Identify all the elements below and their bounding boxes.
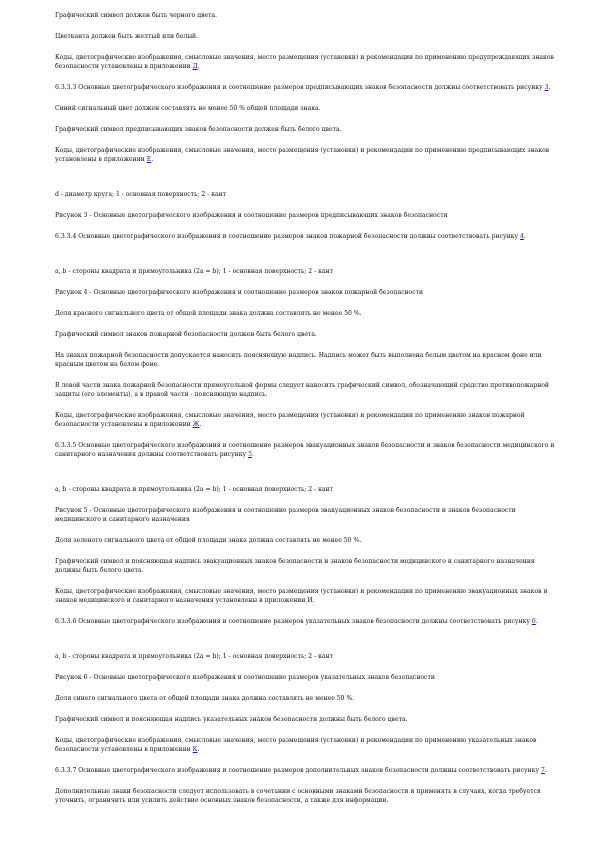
paragraph: Дополнительные знаки безопасности следует использовать в сочетании с основными знаками безопасности и применять в случаях, когда требуется уточнить, ограничить или усилить действие основных знаков безопасности, а также для информации.	[55, 788, 541, 804]
paragraph: Графический символ знаков пожарной безопасности должен быть белого цвета.	[55, 331, 317, 338]
paragraph: Коды, цветографические изображения, смысловые значения, место размещения (установки) и рекомендации по применению предупреждающих знаков безопасности установлены в приложении Д.	[55, 54, 554, 70]
figure-caption-4: Рисунок 4 - Основные цветографического изображения и соотношение размеров знаков пожарной безопасности	[55, 289, 424, 296]
paragraph: Коды, цветографические изображения, смысловые значения, место размещения (установки) и рекомендации по применению указательных знаков безопасности установлены в приложении К.	[55, 737, 537, 753]
section-6-3-3-4: 6.3.3.4 Основные цветографического изображения и соотношение размеров знаков пожарной безопасности должны соответствовать рисунку 4.	[55, 233, 526, 240]
paragraph: Графический символ предписывающих знаков безопасности должен быть белого цвета.	[55, 126, 342, 133]
figure-link-5[interactable]: 5	[248, 451, 252, 458]
figure-caption-6: Рисунок 6 - Основные цветографического изображения и соотношение размеров указательных знаков безопасности	[55, 674, 435, 681]
document-body	[55, 11, 555, 817]
appendix-link-d[interactable]: Д	[192, 63, 198, 70]
paragraph: Графический символ и поясняющая надпись указательных знаков безопасности должны быть белого цвета.	[55, 716, 408, 723]
paragraph: Доля красного сигнального цвета от общей площади знака должна составлять не менее 50 %.	[55, 310, 362, 317]
section-6-3-3-7: 6.3.3.7 Основные цветографического изображения и соотношение размеров дополнительных знаков безопасности должны соответствовать рисунку 7.	[55, 767, 547, 774]
paragraph: Коды, цветографические изображения, смысловые значения, место размещения (установки) и рекомендации по применению знаков пожарной безопасности установлены в приложении Ж.	[55, 412, 525, 428]
appendix-link-k[interactable]: К	[192, 746, 198, 753]
figure-caption-3: Рисунок 3 - Основные цветографического изображения и соотношение размеров предписывающих знаков безопасности	[55, 212, 448, 219]
figure-link-4[interactable]: 4	[520, 233, 524, 240]
paragraph: Коды, цветографические изображения, смысловые значения, место размещения (установки) и рекомендации по применению эвакуационных знаков и знаков медицинского и санитарного назначения установлены в приложении И.	[55, 588, 548, 604]
appendix-link-e[interactable]: Е	[146, 156, 152, 163]
figure-legend: d - диаметр круга; 1 - основная поверхность; 2 - кант	[55, 191, 227, 198]
section-6-3-3-6: 6.3.3.6 Основные цветографического изображения и соотношение размеров указательных знаков безопасности должны соответствовать рисунку 6.	[55, 618, 538, 625]
figure-link-3[interactable]: 3	[544, 84, 549, 91]
section-6-3-3-5: 6.3.3.5 Основные цветографического изображения и соотношение размеров эвакуационных знаков безопасности и знаков безопасности медицинского и санитарного назначения должны соответствовать рисунку 5.	[55, 442, 555, 458]
paragraph: На знаках пожарной безопасности допускается наносить поясняющую надпись. Надпись может быть выполнена белым цветом на красном фоне или красным цветом на белом фоне.	[55, 352, 542, 368]
paragraph: Графический символ должен быть черного цвета.	[55, 12, 218, 19]
paragraph: Доля синего сигнального цвета от общей площади знака должна составлять не менее 50 %.	[55, 695, 355, 702]
appendix-link-zh[interactable]: Ж	[192, 421, 200, 428]
figure-link-7[interactable]: 7	[541, 767, 545, 774]
figure-legend: а, b - стороны квадрата и прямоугольника (2a = b); 1 - основная поверхность; 2 - кант	[55, 486, 333, 493]
section-6-3-3-3: 6.3.3.3 Основные цветографического изображения и соотношение размеров предписывающих знаков безопасности должны соответствовать рисунку 3.	[55, 84, 551, 91]
paragraph: Доля зеленого сигнального цвета от общей площади знака должна составлять не менее 50 %.	[55, 537, 362, 544]
paragraph: Графический символ и поясняющая надпись эвакуационных знаков безопасности и знаков безопасности медицинского и санитарного назначения должны быть белого цвета.	[55, 558, 535, 574]
paragraph: Цветканта должен быть желтый или белый.	[55, 33, 199, 40]
figure-legend: а, b - стороны квадрата и прямоугольника (2a = b); 1 - основная поверхность; 2 - кант	[55, 653, 333, 660]
paragraph: Коды, цветографические изображения, смысловые значения, место размещения (установки) и рекомендации по применению предписывающих знаков установлены в приложении Е.	[55, 147, 550, 163]
figure-link-6[interactable]: 6	[531, 618, 536, 625]
paragraph: Синий сигнальный цвет должен составлять не менее 50 % общей площади знака.	[55, 105, 321, 112]
figure-caption-5: Рисунок 5 - Основные цветографического изображения и соотношение размеров эвакуационных знаков безопасности и знаков безопасности медицинского и санитарного назначения	[55, 507, 516, 523]
paragraph: В левой части знака пожарной безопасности прямоугольной формы следует наносить графический символ, обозначающий средство противопожарной защиты (его элементы), а в правой части - поясняющую надпись.	[55, 382, 549, 398]
figure-legend: а, b - стороны квадрата и прямоугольника (2a = b); 1 - основная поверхность; 2 - кант	[55, 268, 333, 275]
